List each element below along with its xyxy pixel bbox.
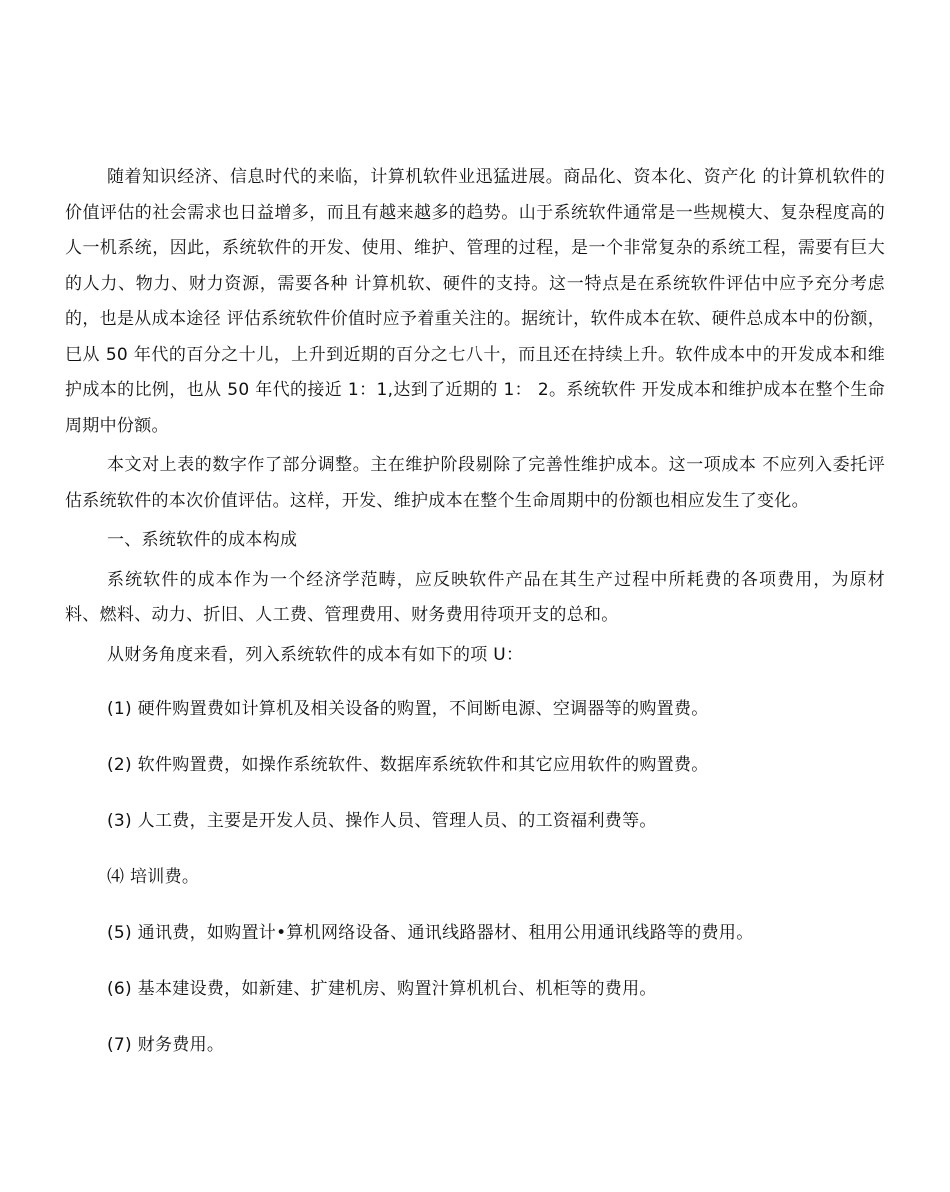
list-item: ⑷ 培训费。: [107, 867, 200, 887]
list-item: (2) 软件购置费，如操作系统软件、数据库系统软件和其它应用软件的购置费。: [107, 755, 709, 775]
paragraph-intro: 随着知识经济、信息时代的来临，计算机软件业迅猛进展。商品化、资本化、资产化 的计算机软件的价值评估的社会需求也日益增多，而且有越来越多的趋势。山于系统软件通常是一些规模大、复杂程度高的人一机系统，因此，系统软件的开发、使用、维护、管理的过程，是一个非常复杂的系统工程，需要有巨大的人力、物力、财力资源，需要各种 计算机软、硬件的支持。这一特点是在系统软件评估中应予充分考虑的，也是从成本途径 评估系统软件价值时应予着重关注的。据统计，软件成本在软、硬件总成本中的份额，巳从 50 年代的百分之十儿，上升到近期的百分之七八十，而且还在持续上升。软件成本中的开发成本和维护成本的比例，也从 50 年代的接近 1：1,达到了近期的 1： 2。系统软件 开发成本和维护成本在整个生命周期中份额。: [65, 167, 885, 436]
document-page: [65, 160, 885, 1073]
list-item: (5) 通讯费，如购置计•算机网络设备、通讯线路器材、租用公用通讯线路等的费用。: [107, 923, 754, 943]
cost-item-list: [65, 681, 885, 1073]
section-heading: 一、系统软件的成本构成: [107, 530, 298, 550]
list-item: (1) 硬件购置费如计算机及相关设备的购置，不间断电源、空调器等的购置费。: [107, 699, 709, 719]
list-intro: 从财务角度来看，列入系统软件的成本有如下的项 U：: [107, 644, 524, 665]
list-item: (3) 人工费，主要是开发人员、操作人员、管理人员、的工资福利费等。: [107, 811, 657, 831]
paragraph-adjustment: 本文对上表的数字作了部分调整。主在维护阶段剔除了完善性维护成本。这一项成本 不应列入委托评估系统软件的本次价值评估。这样，开发、维护成本在整个生命周期中的份额也相应发生了变化。: [65, 455, 885, 511]
list-item: (7) 财务费用。: [107, 1035, 225, 1055]
list-item: (6) 基本建设费，如新建、扩建机房、购置汁算机机台、机柜等的费用。: [107, 979, 657, 999]
paragraph-definition: 系统软件的成本作为一个经济学范畴，应反映软件产品在其生产过程中所耗费的各项费用，为原材料、燃料、动力、折旧、人工费、管理费用、财务费用待项开支的总和。: [65, 569, 885, 625]
